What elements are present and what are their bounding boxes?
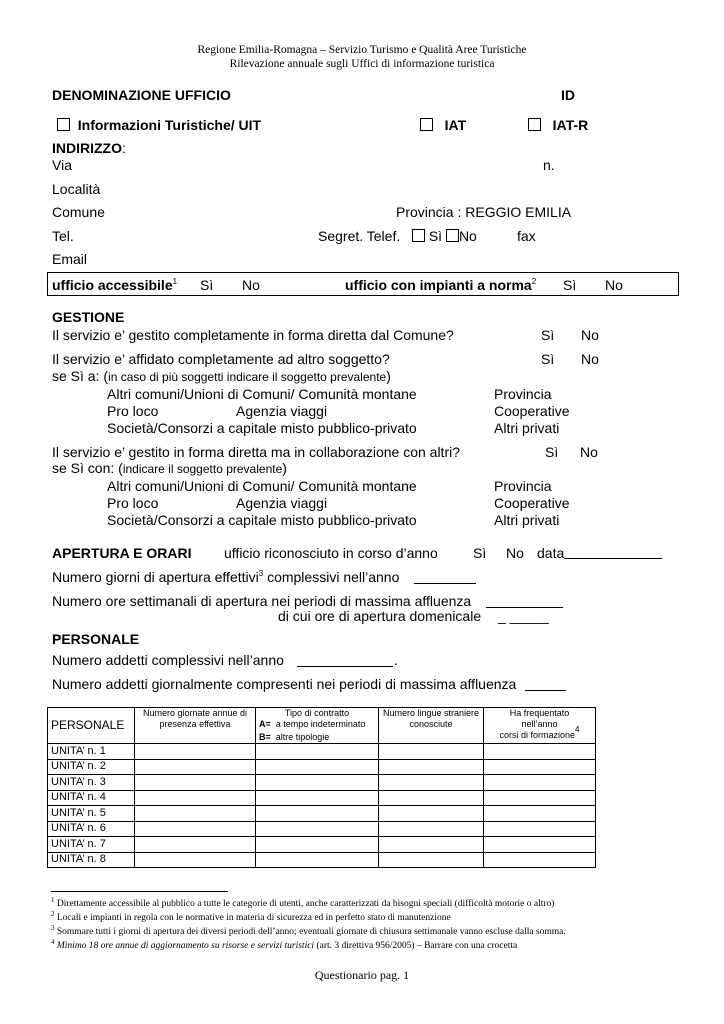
- q3-opt-altri-privati[interactable]: Altri privati: [494, 512, 560, 528]
- personale-table-header: [48, 708, 596, 744]
- formazione-cell[interactable]: [484, 852, 596, 868]
- iat-label: IAT: [444, 117, 467, 133]
- gestione-q3-sub: [52, 460, 287, 476]
- impianti-si[interactable]: Sì: [563, 277, 577, 293]
- domenicale-label: di cui ore di apertura domenicale: [278, 608, 482, 624]
- footnote-ref-2: 2: [531, 277, 537, 286]
- email-label: Email: [52, 251, 88, 267]
- formazione-line-1: Ha frequentato: [509, 708, 570, 718]
- lingue-cell[interactable]: [379, 759, 484, 775]
- unit-label: UNITA’ n. 2: [48, 759, 135, 775]
- segreteria-label: Segret. Telef.: [318, 228, 401, 244]
- q2-opt-altri-comuni[interactable]: Altri comuni/Unioni di Comuni/ Comunità montane: [107, 386, 417, 402]
- table-row: [48, 806, 596, 822]
- denominazione-label: DENOMINAZIONE UFFICIO: [52, 87, 231, 103]
- gestione-q1-si[interactable]: Sì: [541, 327, 555, 343]
- q2-opt-agenzia[interactable]: Agenzia viaggi: [236, 403, 328, 419]
- footnote-ref-1: 1: [172, 277, 178, 286]
- numero-label: n.: [543, 157, 555, 173]
- contratto-cell[interactable]: [256, 806, 379, 822]
- footnote-3-text: Sommare tutti i giorni di apertura dei diversi periodi dell’anno; eventuali giornate di chiusura settimanale vanno escluse dalla somma.: [56, 927, 566, 937]
- q2-opt-cooperative[interactable]: Cooperative: [494, 403, 570, 419]
- contratto-title: Tipo di contratto: [284, 708, 350, 718]
- unit-label: UNITA’ n. 8: [48, 852, 135, 868]
- unit-label: UNITA’ n. 4: [48, 790, 135, 806]
- giorni-row: [52, 569, 399, 585]
- iat-option[interactable]: [420, 117, 466, 133]
- contratto-cell[interactable]: [256, 821, 379, 837]
- col-giornate: Numero giornate annue di presenza effettiva: [135, 708, 256, 744]
- lingue-cell[interactable]: [379, 790, 484, 806]
- q3-opt-agenzia[interactable]: Agenzia viaggi: [236, 495, 328, 511]
- giornate-cell[interactable]: [135, 837, 256, 853]
- lingue-cell[interactable]: [379, 775, 484, 791]
- giornate-cell[interactable]: [135, 775, 256, 791]
- giornalmente-field[interactable]: [525, 677, 566, 691]
- q2-opt-provincia[interactable]: Provincia: [494, 386, 552, 402]
- contratto-b-key: B=: [259, 732, 271, 742]
- formazione-cell[interactable]: [484, 837, 596, 853]
- footnote-2: [51, 910, 451, 923]
- giornate-cell[interactable]: [135, 852, 256, 868]
- formazione-cell[interactable]: [484, 806, 596, 822]
- giornate-cell[interactable]: [135, 806, 256, 822]
- formazione-line-3: [487, 725, 592, 741]
- iat-r-label: IAT-R: [552, 117, 589, 133]
- riconosciuto-label: ufficio riconosciuto in corso d’anno: [224, 545, 438, 561]
- table-row: [48, 775, 596, 791]
- apertura-title: APERTURA E ORARI: [52, 545, 192, 561]
- formazione-cell[interactable]: [484, 775, 596, 791]
- lingue-cell[interactable]: [379, 837, 484, 853]
- contratto-cell[interactable]: [256, 759, 379, 775]
- footnote-separator: [51, 891, 228, 892]
- q3-opt-provincia[interactable]: Provincia: [494, 478, 552, 494]
- gestione-q3-no[interactable]: No: [580, 444, 598, 460]
- q3-sub-prefix: se Sì con: (: [52, 460, 123, 476]
- segreteria-no-checkbox[interactable]: [446, 229, 459, 242]
- table-row: [48, 759, 596, 775]
- tel-label: Tel.: [52, 228, 74, 244]
- contratto-a-key: A=: [259, 719, 271, 729]
- indirizzo-heading: [52, 140, 126, 156]
- segreteria-si-label: Sì: [428, 228, 443, 244]
- unit-label: UNITA’ n. 5: [48, 806, 135, 822]
- q2-sub-prefix: se Sì a: (: [52, 368, 109, 384]
- footnote-3-num: 3: [51, 924, 55, 932]
- unit-label: UNITA’ n. 1: [48, 744, 135, 760]
- addetti-label: Numero addetti complessivi nell’anno: [52, 652, 284, 668]
- formazione-line-2: nell’anno: [521, 719, 558, 729]
- contratto-b-text: altre tipologie: [275, 732, 330, 742]
- personale-table: [47, 707, 596, 868]
- impianti-row: [345, 277, 536, 293]
- footnote-1-num: 1: [51, 896, 55, 904]
- segreteria-si-checkbox[interactable]: [412, 229, 425, 242]
- lingue-cell[interactable]: [379, 806, 484, 822]
- footnote-4-italic: Minimo 18 ore annue di aggiornamento su risorse e servizi turistici: [56, 941, 315, 951]
- provincia-value: Provincia : REGGIO EMILIA: [396, 204, 572, 220]
- header-line-2: Rilevazione annuale sugli Uffici di informazione turistica: [229, 58, 495, 70]
- formazione-cell[interactable]: [484, 790, 596, 806]
- giornate-cell[interactable]: [135, 759, 256, 775]
- gestione-q2: Il servizio e’ affidato completamente ad altro soggetto?: [52, 351, 390, 367]
- contratto-a: [259, 719, 375, 730]
- lingue-cell[interactable]: [379, 821, 484, 837]
- footnote-ref-4: 4: [575, 725, 580, 734]
- footnote-4: [51, 938, 518, 951]
- accessibile-si[interactable]: Sì: [200, 277, 214, 293]
- impianti-label: ufficio con impianti a norma: [345, 277, 532, 293]
- giorni-label-tail: complessivi nell’anno: [263, 569, 400, 585]
- riconosciuto-si[interactable]: Sì: [473, 545, 487, 561]
- footnote-3: [51, 924, 566, 937]
- table-row: [48, 821, 596, 837]
- lingue-cell[interactable]: [379, 852, 484, 868]
- contratto-b: [259, 732, 375, 743]
- table-row: [48, 744, 596, 760]
- accessibile-label: ufficio accessibile: [52, 277, 173, 293]
- contratto-a-text: a tempo indeterminato: [275, 719, 366, 729]
- q2-opt-societa[interactable]: Società/Consorzi a capitale misto pubblico-privato: [107, 420, 417, 436]
- giorni-label: Numero giorni di apertura effettivi: [52, 569, 259, 585]
- addetti-field[interactable]: [297, 653, 393, 667]
- table-row: [48, 837, 596, 853]
- segreteria-row: [318, 228, 477, 244]
- lingue-cell[interactable]: [379, 744, 484, 760]
- impianti-no[interactable]: No: [605, 277, 623, 293]
- addetti-period: .: [394, 652, 398, 668]
- unit-label: UNITA’ n. 7: [48, 837, 135, 853]
- formazione-line-3-text: corsi di formazione: [499, 730, 576, 740]
- q3-sub-note: indicare il soggetto prevalente: [122, 462, 283, 476]
- q3-opt-altri-comuni[interactable]: Altri comuni/Unioni di Comuni/ Comunità montane: [107, 478, 417, 494]
- giornate-cell[interactable]: [135, 821, 256, 837]
- table-row: [48, 852, 596, 868]
- gestione-q2-si[interactable]: Sì: [541, 351, 555, 367]
- data-label: data: [537, 545, 565, 561]
- formazione-cell[interactable]: [484, 759, 596, 775]
- page-footer: Questionario pag. 1: [314, 968, 410, 982]
- footnote-ref-3: 3: [258, 569, 264, 578]
- col-contratto: [256, 708, 379, 744]
- col-personale: PERSONALE: [48, 708, 135, 744]
- uit-label: Informazioni Turistiche/ UIT: [77, 117, 262, 133]
- riconosciuto-no[interactable]: No: [506, 545, 524, 561]
- q3-opt-cooperative[interactable]: Cooperative: [494, 495, 570, 511]
- segreteria-no-label: No: [458, 228, 477, 244]
- q2-sub-note: in caso di più soggetti indicare il soggetto prevalente: [108, 370, 387, 384]
- giornate-cell[interactable]: [135, 744, 256, 760]
- q3-opt-societa[interactable]: Società/Consorzi a capitale misto pubblico-privato: [107, 512, 417, 528]
- personale-title: PERSONALE: [52, 631, 140, 647]
- footnote-1: [51, 896, 555, 909]
- gestione-q1-no[interactable]: No: [581, 327, 599, 343]
- gestione-q1: Il servizio e’ gestito completamente in forma diretta dal Comune?: [52, 327, 454, 343]
- footnote-4-text: (art. 3 direttiva 956/2005) – Barrare con una crocetta: [314, 941, 518, 951]
- fax-label: fax: [517, 228, 536, 244]
- footnote-4-num: 4: [51, 938, 55, 946]
- ore-label: Numero ore settimanali di apertura nei periodi di massima affluenza: [52, 593, 472, 609]
- q2-opt-altri-privati[interactable]: Altri privati: [494, 420, 560, 436]
- header-line-1: Regione Emilia-Romagna – Servizio Turismo e Qualità Aree Turistiche: [197, 44, 527, 56]
- formazione-cell[interactable]: [484, 821, 596, 837]
- footnote-2-text: Locali e impianti in regola con le normative in materia di sicurezza ed in perfetto stato di manutenzione: [56, 913, 451, 923]
- giorni-field[interactable]: [414, 570, 476, 584]
- iat-r-checkbox[interactable]: [528, 118, 541, 131]
- unit-label: UNITA’ n. 6: [48, 821, 135, 837]
- iat-r-option[interactable]: [528, 117, 588, 133]
- contratto-cell[interactable]: [256, 790, 379, 806]
- q2-sub-close: ): [386, 368, 391, 384]
- contratto-cell[interactable]: [256, 744, 379, 760]
- contratto-cell[interactable]: [256, 775, 379, 791]
- footnote-1-text: Direttamente accessibile al pubblico a tutte le categorie di utenti, anche caratterizzati da bisogni speciali (difficoltà motorie o altro): [56, 899, 555, 909]
- q2-opt-pro-loco[interactable]: Pro loco: [107, 403, 159, 419]
- formazione-cell[interactable]: [484, 744, 596, 760]
- accessibile-row: [52, 277, 177, 293]
- gestione-q2-no[interactable]: No: [581, 351, 599, 367]
- contratto-cell[interactable]: [256, 837, 379, 853]
- domenicale-field[interactable]: _ _____: [498, 608, 549, 624]
- data-field[interactable]: [564, 545, 662, 559]
- gestione-q2-sub: [52, 368, 391, 384]
- gestione-q3-si[interactable]: Sì: [545, 444, 559, 460]
- gestione-title: GESTIONE: [52, 309, 125, 325]
- q3-sub-close: ): [282, 460, 287, 476]
- giornalmente-label: Numero addetti giornalmente compresenti nei periodi di massima affluenza: [52, 676, 517, 692]
- via-label: Via: [52, 157, 72, 173]
- comune-label: Comune: [52, 204, 105, 220]
- gestione-q3: Il servizio e’ gestito in forma diretta ma in collaborazione con altri?: [52, 444, 461, 460]
- accessibile-no[interactable]: No: [242, 277, 260, 293]
- footnote-2-num: 2: [51, 910, 55, 918]
- indirizzo-colon: :: [122, 140, 126, 156]
- giornate-cell[interactable]: [135, 790, 256, 806]
- table-row: [48, 790, 596, 806]
- col-lingue: Numero lingue straniere conosciute: [379, 708, 484, 744]
- id-label: ID: [561, 87, 575, 103]
- localita-label: Località: [52, 181, 101, 197]
- iat-checkbox[interactable]: [420, 118, 433, 131]
- indirizzo-title: INDIRIZZO: [52, 140, 122, 156]
- col-formazione: [484, 708, 596, 744]
- uit-checkbox[interactable]: [57, 118, 70, 131]
- contratto-cell[interactable]: [256, 852, 379, 868]
- data-row: [537, 545, 662, 561]
- ore-field[interactable]: [486, 594, 563, 608]
- q3-opt-pro-loco[interactable]: Pro loco: [107, 495, 159, 511]
- unit-label: UNITA’ n. 3: [48, 775, 135, 791]
- uit-option[interactable]: [57, 117, 261, 133]
